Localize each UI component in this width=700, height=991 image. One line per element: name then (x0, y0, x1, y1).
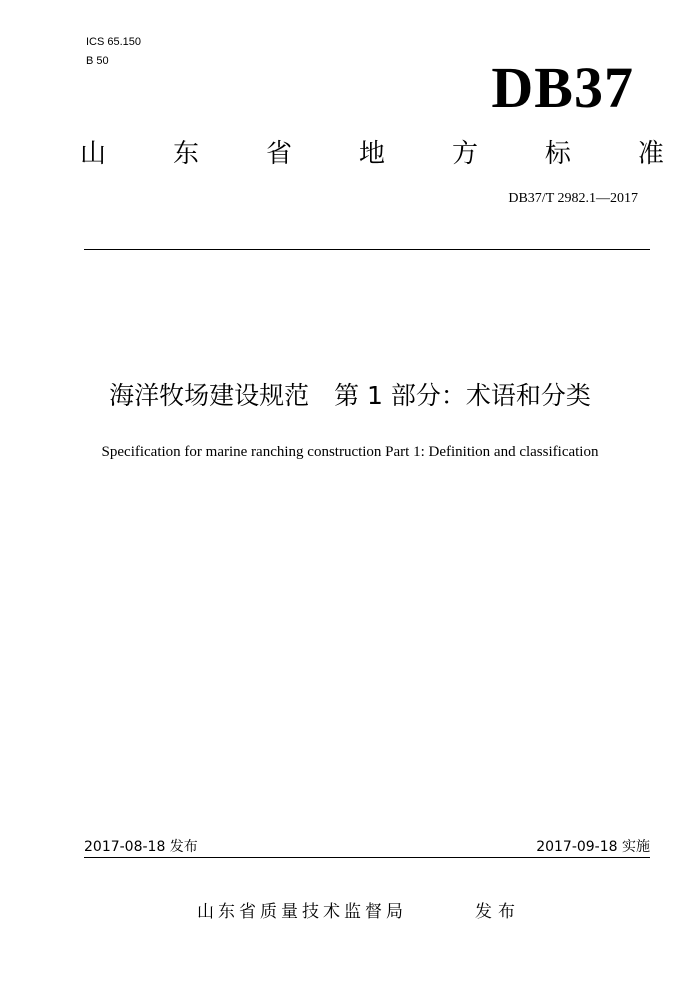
standard-number: DB37/T 2982.1—2017 (508, 191, 638, 206)
db37-logo: DB37 (491, 55, 634, 120)
standard-type-char: 省 (265, 139, 292, 169)
standard-type-char: 地 (358, 139, 385, 169)
publisher-name: 山东省质量技术监督局 (197, 902, 407, 922)
standard-type-heading (80, 136, 664, 172)
ics-code: ICS 65.150 (86, 36, 142, 48)
standard-type-char: 标 (544, 139, 571, 169)
title-english: Specification for marine ranching construction Part 1: Definition and classification (101, 444, 599, 460)
publish-label: 发布 (475, 902, 521, 922)
standard-type-char: 东 (172, 139, 199, 169)
standard-type-char: 山 (80, 139, 107, 169)
implementation-date: 2017-09-18 实施 (536, 839, 650, 855)
footer-divider (84, 857, 650, 858)
title-chinese: 海洋牧场建设规范 第 1 部分：术语和分类 (109, 381, 591, 410)
standard-type-char: 准 (637, 139, 664, 169)
classification-code: B 50 (86, 55, 109, 67)
header-divider (84, 249, 650, 250)
standard-type-char: 方 (451, 139, 478, 169)
issue-date: 2017-08-18 发布 (84, 839, 198, 855)
